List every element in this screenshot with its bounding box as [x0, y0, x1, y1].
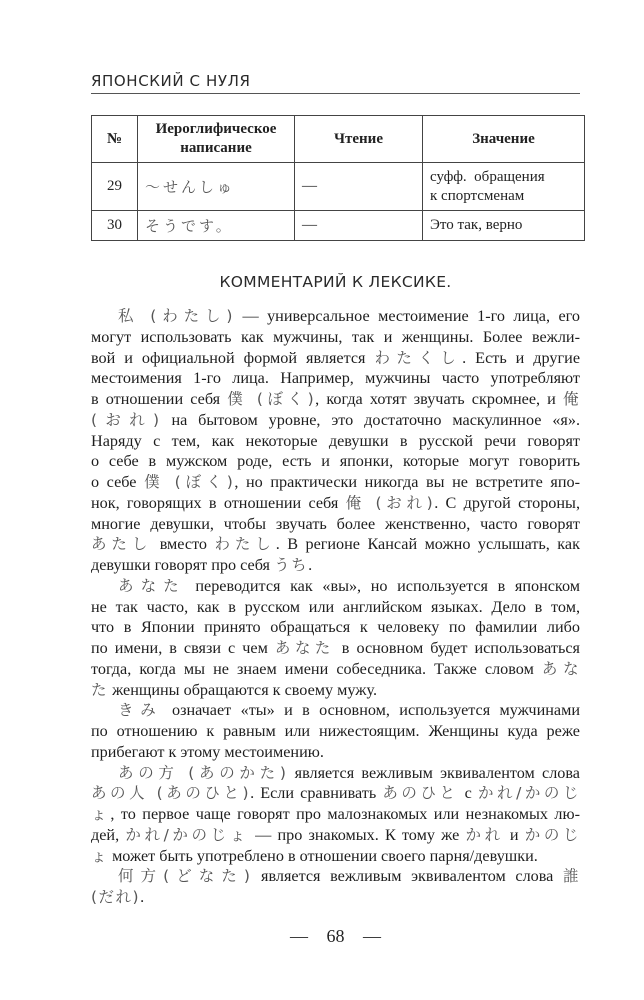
- column-header-writing-line2: написание: [180, 140, 252, 156]
- row-number: 30: [92, 211, 138, 241]
- text-run: , то первое чаще говорят про малознакомых или незнакомых лю-: [110, 805, 580, 823]
- page-number: 68: [326, 926, 345, 946]
- text-run: тогда, когда мы не знаем имени собеседника. Также словом: [91, 659, 542, 678]
- text-line: [91, 846, 580, 867]
- text-line: [91, 472, 580, 493]
- text-run: вместо: [152, 535, 215, 554]
- japanese-term: 僕 (ぼく): [227, 390, 316, 408]
- table-row: [92, 211, 585, 241]
- text-run: по отношению к равным или нижестоящим. Женщины куда реже: [91, 722, 580, 740]
- text-run: — универсальное местоимение 1-го лица, его: [233, 307, 580, 325]
- text-line: [91, 431, 580, 452]
- text-line: [91, 804, 580, 825]
- text-line: [91, 576, 580, 597]
- section-title: КОММЕНТАРИЙ К ЛЕКСИКЕ.: [219, 273, 452, 291]
- text-line: [91, 638, 580, 659]
- row-writing: [138, 163, 295, 211]
- page-dash-left: —: [290, 926, 308, 946]
- column-header-number: №: [92, 116, 138, 163]
- japanese-term: 私 (わたし): [118, 307, 234, 325]
- text-line: [91, 597, 580, 618]
- japanese-term: かれ/かのじょ: [125, 825, 249, 844]
- japanese-term: 誰: [562, 867, 580, 886]
- row-meaning: [423, 211, 585, 241]
- column-header-writing: [138, 116, 295, 163]
- japanese-term: ょ: [91, 805, 111, 823]
- japanese-term: あな: [541, 659, 580, 678]
- row-meaning: [423, 163, 585, 211]
- text-run: , но практически никогда вы не встретите япо-: [234, 473, 581, 491]
- text-run: о себе: [91, 473, 145, 491]
- text-run: является вежливым эквивалентом слова: [251, 867, 563, 886]
- text-line: [91, 514, 580, 535]
- text-run: в отношении себя: [91, 390, 228, 408]
- column-header-reading: Чтение: [295, 116, 423, 163]
- text-run: женщины обращаются к своему мужу.: [108, 680, 377, 699]
- text-run: , когда хотят звучать скромнее, и: [315, 390, 563, 408]
- japanese-term: あなた: [274, 639, 335, 657]
- text-line: [91, 493, 580, 514]
- running-head: ЯПОНСКИЙ С НУЛЯ: [91, 72, 251, 90]
- text-run: . Если сравнивать: [250, 784, 383, 803]
- text-line: [91, 348, 580, 369]
- text-run: .: [308, 556, 313, 574]
- text-line: [91, 887, 580, 908]
- text-run: — про знакомых. К тому же: [248, 825, 466, 844]
- japanese-term: 俺: [562, 390, 580, 408]
- text-run: переводится как «вы», но используется в японском: [185, 576, 580, 595]
- japanese-term: うち: [274, 556, 309, 574]
- text-run: .: [140, 888, 145, 906]
- japanese-term: 俺 (おれ): [345, 493, 435, 512]
- text-run: девушки говорят про себя: [91, 556, 275, 574]
- japanese-term: あなた: [118, 576, 186, 595]
- row-meaning-line1: суфф. обращения: [430, 168, 545, 185]
- row-writing-text: ～せんしゅ: [145, 178, 236, 196]
- japanese-term: かれ: [465, 825, 504, 844]
- column-header-writing-line1: Иероглифическое: [155, 121, 277, 137]
- text-run: . Есть и другие: [462, 348, 581, 367]
- text-line: [91, 306, 580, 327]
- text-line: [91, 783, 580, 804]
- text-line: [91, 825, 580, 846]
- row-writing: [138, 211, 295, 241]
- japanese-term: (だれ): [91, 888, 141, 906]
- text-line: [91, 742, 580, 763]
- row-number: 29: [92, 163, 138, 211]
- text-run: что в Японии принято обращаться к человеку по фамилии либо: [91, 618, 580, 637]
- japanese-term: かのじ: [524, 825, 580, 844]
- japanese-term: (おれ): [91, 410, 161, 429]
- text-run: вой и официальной формой является: [91, 348, 375, 367]
- page-dash-right: —: [363, 926, 381, 946]
- japanese-term: 僕 (ぼく): [144, 473, 235, 491]
- text-line: [91, 721, 580, 742]
- text-line: [91, 327, 580, 348]
- text-run: с: [458, 784, 478, 803]
- text-run: прибегают к этому местоимению.: [91, 742, 324, 761]
- japanese-term: きみ: [118, 701, 163, 720]
- text-run: означает «ты» и в основном, используется мужчинами: [162, 701, 580, 720]
- text-run: . С другой стороны,: [434, 493, 580, 512]
- text-run: . В регионе Кансай можно услышать, как: [275, 535, 580, 554]
- text-run: дей,: [91, 825, 126, 844]
- text-run: на бытовом уровне, это достаточно маскулинное «я».: [160, 410, 580, 429]
- body-text: [91, 306, 580, 908]
- japanese-term: わたくし: [374, 348, 463, 367]
- row-reading: —: [295, 163, 423, 211]
- text-line: [91, 763, 580, 784]
- japanese-term: あのひと: [382, 784, 459, 803]
- japanese-term: た: [91, 680, 109, 699]
- text-line: [91, 866, 580, 887]
- japanese-term: あの人 (あのひと): [91, 784, 251, 803]
- text-run: по имени, в связи с чем: [91, 639, 275, 657]
- row-writing-text: そうです。: [145, 217, 234, 235]
- header-rule: [91, 93, 580, 94]
- row-meaning-line1: Это так, верно: [430, 217, 523, 233]
- japanese-term: あたし: [91, 535, 153, 554]
- text-line: [91, 659, 580, 680]
- table-row: [92, 163, 585, 211]
- text-line: [91, 368, 580, 389]
- vocabulary-table: [91, 115, 585, 241]
- japanese-term: かれ/かのじ: [477, 784, 580, 803]
- text-line: [91, 617, 580, 638]
- japanese-term: 何方(どなた): [118, 867, 252, 886]
- text-line: [91, 534, 580, 555]
- table-header-row: [92, 116, 585, 163]
- page-footer: [91, 926, 580, 947]
- text-line: [91, 410, 580, 431]
- text-run: о себе в мужском роде, есть и японки, которые могут говорить: [91, 452, 580, 471]
- text-run: не так часто, как в русском или английском языках. Дело в том,: [91, 597, 580, 616]
- text-line: [91, 389, 580, 410]
- text-run: и: [503, 825, 525, 844]
- column-header-meaning: Значение: [423, 116, 585, 163]
- text-line: [91, 700, 580, 721]
- text-run: может быть употреблено в отношении своего парня/девушки.: [108, 846, 538, 865]
- text-run: Наряду с тем, как некоторые девушки в русской речи говорят: [91, 431, 580, 450]
- text-run: является вежливым эквивалентом слова: [287, 763, 580, 782]
- japanese-term: あの方 (あのかた): [118, 763, 288, 782]
- text-run: могут использовать как мужчины, так и женщины. Более вежли-: [91, 327, 580, 346]
- row-reading: —: [295, 211, 423, 241]
- text-run: многие девушки, чтобы звучать более женственно, часто говорят: [91, 514, 580, 533]
- japanese-term: わたし: [214, 535, 276, 554]
- text-line: [91, 451, 580, 472]
- text-line: [91, 680, 580, 701]
- japanese-term: ょ: [91, 846, 109, 865]
- text-run: местоимения 1-го лица. Например, мужчины часто употребляют: [91, 369, 580, 388]
- text-line: [91, 555, 580, 576]
- text-run: в основном будет использоваться: [334, 639, 580, 657]
- text-run: нок, говорящих в отношении себя: [91, 493, 346, 512]
- row-meaning-line2: к спортсменам: [430, 187, 525, 204]
